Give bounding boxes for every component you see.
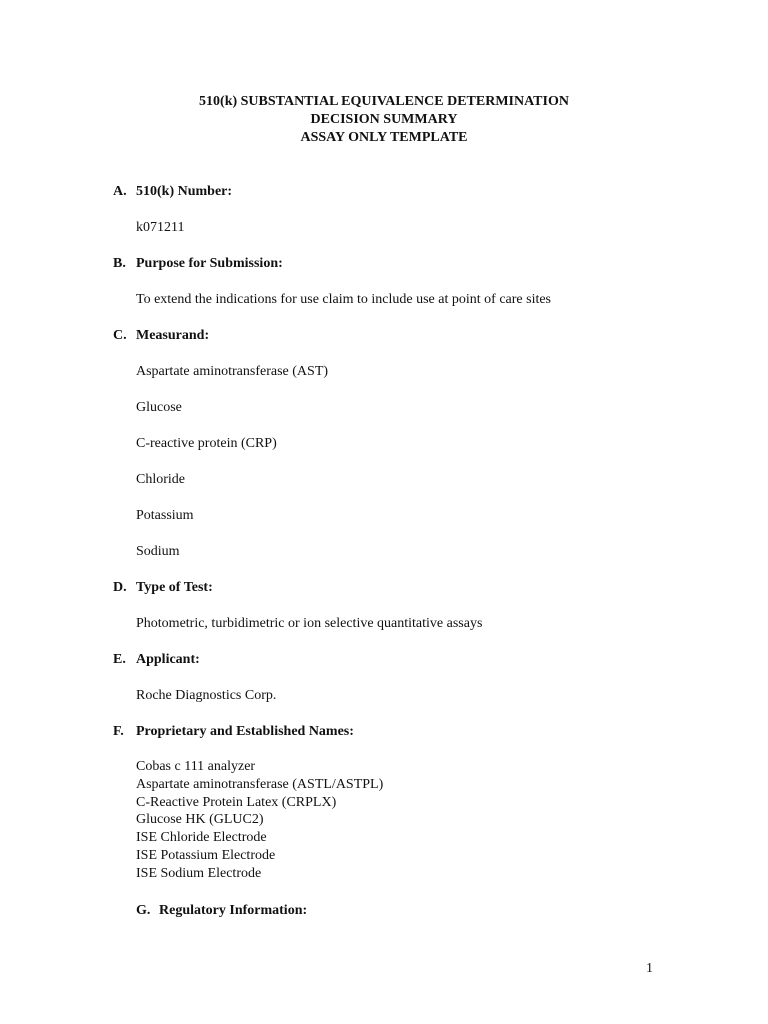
section-b-heading xyxy=(113,255,283,273)
document-title-line-3: ASSAY ONLY TEMPLATE xyxy=(300,130,468,145)
measurand-item: Chloride xyxy=(136,472,185,487)
proprietary-names-list xyxy=(136,758,383,883)
proprietary-name-item: ISE Chloride Electrode xyxy=(136,830,267,846)
proprietary-name-item: ISE Sodium Electrode xyxy=(136,865,262,881)
measurand-item: Sodium xyxy=(136,544,180,559)
measurand-item: Potassium xyxy=(136,508,194,523)
page-number: 1 xyxy=(646,961,653,976)
measurand-item: C-reactive protein (CRP) xyxy=(136,436,277,451)
section-f-letter: F. xyxy=(113,724,124,739)
measurand-item: Glucose xyxy=(136,400,182,415)
section-a-value: k071211 xyxy=(136,220,185,235)
section-f-heading xyxy=(113,723,354,741)
section-c-letter: C. xyxy=(113,328,127,343)
section-a-title: 510(k) Number: xyxy=(136,184,233,199)
section-e-title: Applicant: xyxy=(136,652,200,667)
section-g-title: Regulatory Information: xyxy=(159,903,308,918)
document-title-line-2: DECISION SUMMARY xyxy=(310,112,458,127)
section-g-heading xyxy=(136,902,307,920)
section-b-letter: B. xyxy=(113,256,126,271)
section-b-title: Purpose for Submission: xyxy=(136,256,283,271)
proprietary-name-item: Glucose HK (GLUC2) xyxy=(136,812,264,828)
section-a-heading xyxy=(113,183,232,201)
section-e-heading xyxy=(113,651,200,669)
section-f-title: Proprietary and Established Names: xyxy=(136,724,354,739)
section-a-letter: A. xyxy=(113,184,127,199)
section-b-value: To extend the indications for use claim to include use at point of care sites xyxy=(136,292,552,307)
section-c-heading xyxy=(113,327,209,345)
section-d-heading xyxy=(113,579,213,597)
section-d-value: Photometric, turbidimetric or ion selective quantitative assays xyxy=(136,616,483,631)
proprietary-name-item: Cobas c 111 analyzer xyxy=(136,759,256,774)
section-d-letter: D. xyxy=(113,580,127,595)
proprietary-name-item: Aspartate aminotransferase (ASTL/ASTPL) xyxy=(136,776,384,792)
document-title-line-1: 510(k) SUBSTANTIAL EQUIVALENCE DETERMINATION xyxy=(199,94,569,109)
measurand-item: Aspartate aminotransferase (AST) xyxy=(136,364,329,379)
section-d-title: Type of Test: xyxy=(136,580,213,595)
section-g-letter: G. xyxy=(136,903,151,918)
proprietary-name-item: ISE Potassium Electrode xyxy=(136,847,276,863)
section-e-letter: E. xyxy=(113,652,126,667)
proprietary-name-item: C-Reactive Protein Latex (CRPLX) xyxy=(136,794,337,810)
section-c-title: Measurand: xyxy=(136,328,210,343)
section-e-value: Roche Diagnostics Corp. xyxy=(136,688,277,703)
